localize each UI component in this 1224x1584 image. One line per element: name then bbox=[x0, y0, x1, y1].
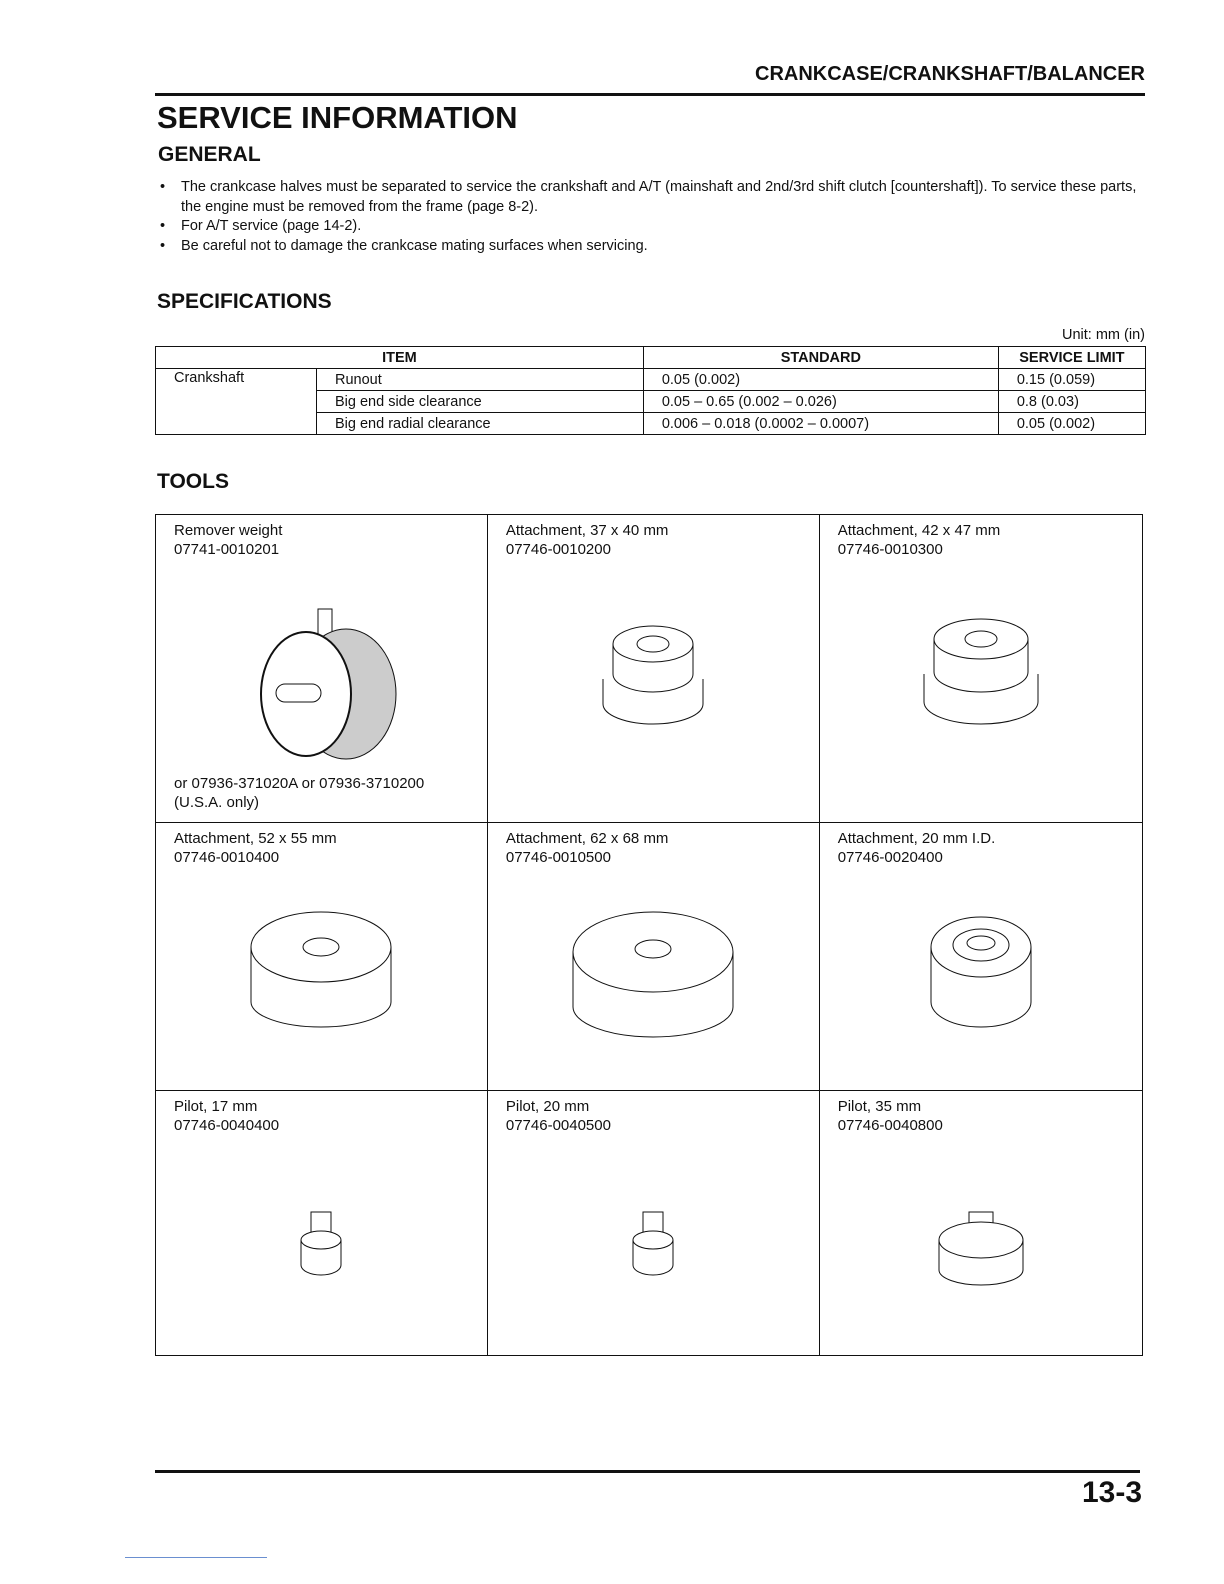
group-cell: Crankshaft bbox=[156, 369, 317, 435]
tool-cell bbox=[156, 515, 488, 823]
tool-name: Attachment, 20 mm I.D. bbox=[837, 830, 996, 847]
tool-cell bbox=[156, 1091, 488, 1356]
tool-cell bbox=[487, 515, 819, 823]
tool-part-number: 07746-0040400 bbox=[174, 1117, 280, 1134]
tool-name: Attachment, 42 x 47 mm bbox=[837, 522, 1001, 539]
table-row bbox=[156, 369, 1146, 391]
tool-cell bbox=[156, 823, 488, 1091]
tool-part-number: 07746-0010300 bbox=[837, 541, 943, 558]
footer-rule bbox=[155, 1470, 1140, 1473]
header-rule bbox=[155, 93, 1145, 96]
col-item: ITEM bbox=[156, 347, 644, 369]
item-cell: Big end side clearance bbox=[317, 391, 644, 413]
page-number: 13-3 bbox=[1081, 1476, 1142, 1509]
pilot-illustration bbox=[628, 1210, 678, 1280]
limit-cell: 0.15 (0.059) bbox=[998, 369, 1145, 391]
unit-label: Unit: mm (in) bbox=[1062, 327, 1145, 343]
tools-heading: TOOLS bbox=[157, 470, 229, 493]
attachment-illustration bbox=[246, 907, 396, 1032]
tool-part-number: 07746-0010400 bbox=[174, 849, 280, 866]
tool-name: Attachment, 52 x 55 mm bbox=[174, 830, 337, 847]
tool-part-number: 07746-0040800 bbox=[837, 1117, 943, 1134]
tool-cell bbox=[819, 1091, 1142, 1356]
remover-weight-illustration bbox=[236, 599, 406, 769]
tools-grid bbox=[155, 514, 1143, 1356]
tool-cell bbox=[819, 823, 1142, 1091]
pilot-illustration bbox=[931, 1210, 1031, 1290]
standard-cell: 0.006 – 0.018 (0.0002 – 0.0007) bbox=[643, 413, 998, 435]
attachment-illustration bbox=[568, 907, 738, 1042]
tool-cell bbox=[487, 1091, 819, 1356]
attachment-illustration bbox=[593, 619, 713, 729]
bullet: • The crankcase halves must be separated to service the crankshaft and A/T (mainshaft and 2nd/3rd shift clutch [countershaft]). To service these parts, the engine must be removed from the frame (page 8-2). bbox=[160, 178, 1145, 217]
specifications-table bbox=[155, 346, 1146, 435]
general-bullets bbox=[160, 178, 1145, 256]
section-header: CRANKCASE/CRANKSHAFT/BALANCER bbox=[755, 63, 1145, 85]
standard-cell: 0.05 – 0.65 (0.002 – 0.026) bbox=[643, 391, 998, 413]
item-cell: Big end radial clearance bbox=[317, 413, 644, 435]
tool-name: Remover weight bbox=[174, 522, 283, 539]
tool-note: or 07936-371020A or 07936-3710200 (U.S.A. only) bbox=[174, 775, 425, 811]
col-standard: STANDARD bbox=[643, 347, 998, 369]
limit-cell: 0.8 (0.03) bbox=[998, 391, 1145, 413]
tool-part-number: 07746-0010500 bbox=[505, 849, 611, 866]
general-heading: GENERAL bbox=[158, 143, 261, 166]
pilot-illustration bbox=[296, 1210, 346, 1280]
tool-part-number: 07746-0020400 bbox=[837, 849, 943, 866]
tool-cell bbox=[487, 823, 819, 1091]
tool-part-number: 07741-0010201 bbox=[174, 541, 280, 558]
tool-part-number: 07746-0010200 bbox=[505, 541, 611, 558]
bullet: • For A/T service (page 14-2). bbox=[160, 217, 1145, 237]
attachment-illustration bbox=[921, 907, 1041, 1037]
bullet: • Be careful not to damage the crankcase mating surfaces when servicing. bbox=[160, 237, 1145, 257]
limit-cell: 0.05 (0.002) bbox=[998, 413, 1145, 435]
page-title: SERVICE INFORMATION bbox=[157, 100, 518, 135]
attachment-illustration bbox=[916, 614, 1046, 729]
col-limit: SERVICE LIMIT bbox=[998, 347, 1145, 369]
standard-cell: 0.05 (0.002) bbox=[643, 369, 998, 391]
tool-name: Attachment, 37 x 40 mm bbox=[505, 522, 669, 539]
tool-name: Pilot, 20 mm bbox=[505, 1098, 590, 1115]
tool-name: Pilot, 35 mm bbox=[837, 1098, 922, 1115]
tool-name: Pilot, 17 mm bbox=[174, 1098, 258, 1115]
tool-part-number: 07746-0040500 bbox=[505, 1117, 611, 1134]
decorative-line bbox=[125, 1557, 267, 1558]
item-cell: Runout bbox=[317, 369, 644, 391]
tool-name: Attachment, 62 x 68 mm bbox=[505, 830, 669, 847]
specifications-heading: SPECIFICATIONS bbox=[157, 290, 332, 313]
tool-cell bbox=[819, 515, 1142, 823]
